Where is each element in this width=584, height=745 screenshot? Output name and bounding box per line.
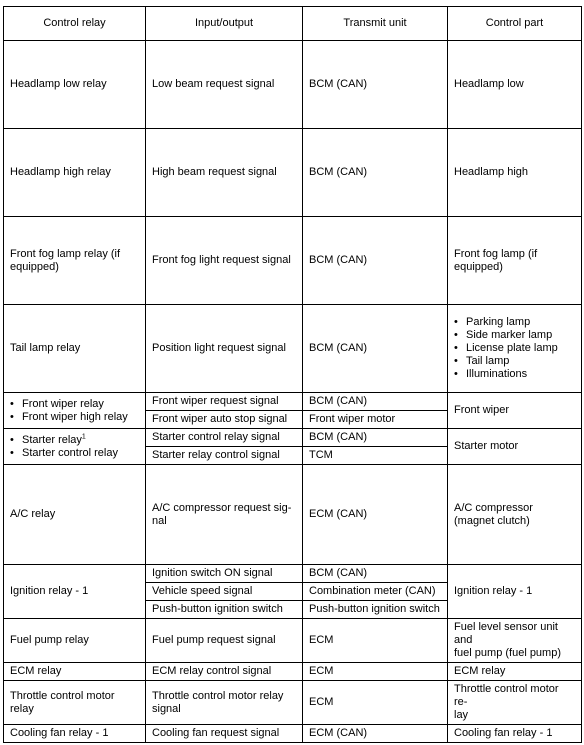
list-item: • Starter control relay xyxy=(10,447,139,460)
cell-unit: Combination meter (CAN) xyxy=(303,583,448,601)
list-item: • Tail lamp xyxy=(454,355,575,368)
cell-unit: BCM (CAN) xyxy=(303,565,448,583)
cell-unit: BCM (CAN) xyxy=(303,393,448,411)
cell-part: A/C compressor (magnet clutch) xyxy=(448,465,582,565)
cell-relay xyxy=(4,429,146,465)
cell-unit: BCM (CAN) xyxy=(303,129,448,217)
cell-part: ECM relay xyxy=(448,663,582,681)
cell-unit: BCM (CAN) xyxy=(303,429,448,447)
list-item xyxy=(10,434,139,447)
cell-unit: BCM (CAN) xyxy=(303,217,448,305)
cell-unit: ECM xyxy=(303,619,448,663)
cell-unit: ECM xyxy=(303,681,448,725)
table-row xyxy=(4,305,582,393)
header-transmit-unit: Transmit unit xyxy=(303,7,448,41)
cell-part: Throttle control motor re- lay xyxy=(448,681,582,725)
cell-io: Position light request signal xyxy=(146,305,303,393)
cell-io: Low beam request signal xyxy=(146,41,303,129)
cell-io: Starter relay control signal xyxy=(146,447,303,465)
cell-io: A/C compressor request sig- nal xyxy=(146,465,303,565)
cell-unit: Push-button ignition switch xyxy=(303,601,448,619)
cell-io: Starter control relay signal xyxy=(146,429,303,447)
cell-part: Front fog lamp (if equipped) xyxy=(448,217,582,305)
cell-relay: Fuel pump relay xyxy=(4,619,146,663)
cell-io: Fuel pump request signal xyxy=(146,619,303,663)
cell-io: Front fog light request signal xyxy=(146,217,303,305)
header-control-relay: Control relay xyxy=(4,7,146,41)
list-item: • Front wiper relay xyxy=(10,398,139,411)
cell-io: Vehicle speed signal xyxy=(146,583,303,601)
relay-list xyxy=(10,434,139,460)
table-row xyxy=(4,429,582,447)
table-row xyxy=(4,41,582,129)
table-row xyxy=(4,619,582,663)
header-control-part: Control part xyxy=(448,7,582,41)
table-row xyxy=(4,465,582,565)
cell-io: ECM relay control signal xyxy=(146,663,303,681)
table-row xyxy=(4,129,582,217)
table-row xyxy=(4,565,582,583)
list-item: • License plate lamp xyxy=(454,342,575,355)
list-item: • Side marker lamp xyxy=(454,329,575,342)
table-row xyxy=(4,663,582,681)
cell-relay: Headlamp low relay xyxy=(4,41,146,129)
cell-part: Headlamp low xyxy=(448,41,582,129)
table-row xyxy=(4,725,582,743)
cell-unit: BCM (CAN) xyxy=(303,41,448,129)
control-part-list xyxy=(454,316,575,381)
cell-part: Fuel level sensor unit and fuel pump (fuel pump) xyxy=(448,619,582,663)
cell-io: Ignition switch ON signal xyxy=(146,565,303,583)
list-item: • Front wiper high relay xyxy=(10,411,139,424)
footnote-marker: 1 xyxy=(81,432,86,440)
cell-io: Cooling fan request signal xyxy=(146,725,303,743)
cell-unit: ECM (CAN) xyxy=(303,725,448,743)
cell-part: Cooling fan relay - 1 xyxy=(448,725,582,743)
cell-relay: A/C relay xyxy=(4,465,146,565)
cell-relay: ECM relay xyxy=(4,663,146,681)
cell-io: Push-button ignition switch xyxy=(146,601,303,619)
table-row xyxy=(4,217,582,305)
cell-relay: Tail lamp relay xyxy=(4,305,146,393)
cell-relay xyxy=(4,393,146,429)
cell-relay: Ignition relay - 1 xyxy=(4,565,146,619)
cell-part: Starter motor xyxy=(448,429,582,465)
cell-unit: ECM (CAN) xyxy=(303,465,448,565)
cell-part: Ignition relay - 1 xyxy=(448,565,582,619)
cell-relay: Front fog lamp relay (if equipped) xyxy=(4,217,146,305)
cell-part xyxy=(448,305,582,393)
cell-relay: Throttle control motor relay xyxy=(4,681,146,725)
cell-io: Throttle control motor relay signal xyxy=(146,681,303,725)
cell-io: Front wiper auto stop signal xyxy=(146,411,303,429)
cell-relay: Headlamp high relay xyxy=(4,129,146,217)
list-item: • Parking lamp xyxy=(454,316,575,329)
list-item: • Illuminations xyxy=(454,368,575,381)
cell-unit: BCM (CAN) xyxy=(303,305,448,393)
list-item-text: Starter relay xyxy=(22,433,82,446)
relay-control-table xyxy=(3,6,582,743)
cell-part: Headlamp high xyxy=(448,129,582,217)
cell-unit: ECM xyxy=(303,663,448,681)
relay-list xyxy=(10,398,139,424)
table-row xyxy=(4,393,582,411)
cell-io: Front wiper request signal xyxy=(146,393,303,411)
cell-relay: Cooling fan relay - 1 xyxy=(4,725,146,743)
header-input-output: Input/output xyxy=(146,7,303,41)
cell-unit: Front wiper motor xyxy=(303,411,448,429)
table-row xyxy=(4,681,582,725)
cell-io: High beam request signal xyxy=(146,129,303,217)
cell-part: Front wiper xyxy=(448,393,582,429)
header-row xyxy=(4,7,582,41)
cell-unit: TCM xyxy=(303,447,448,465)
